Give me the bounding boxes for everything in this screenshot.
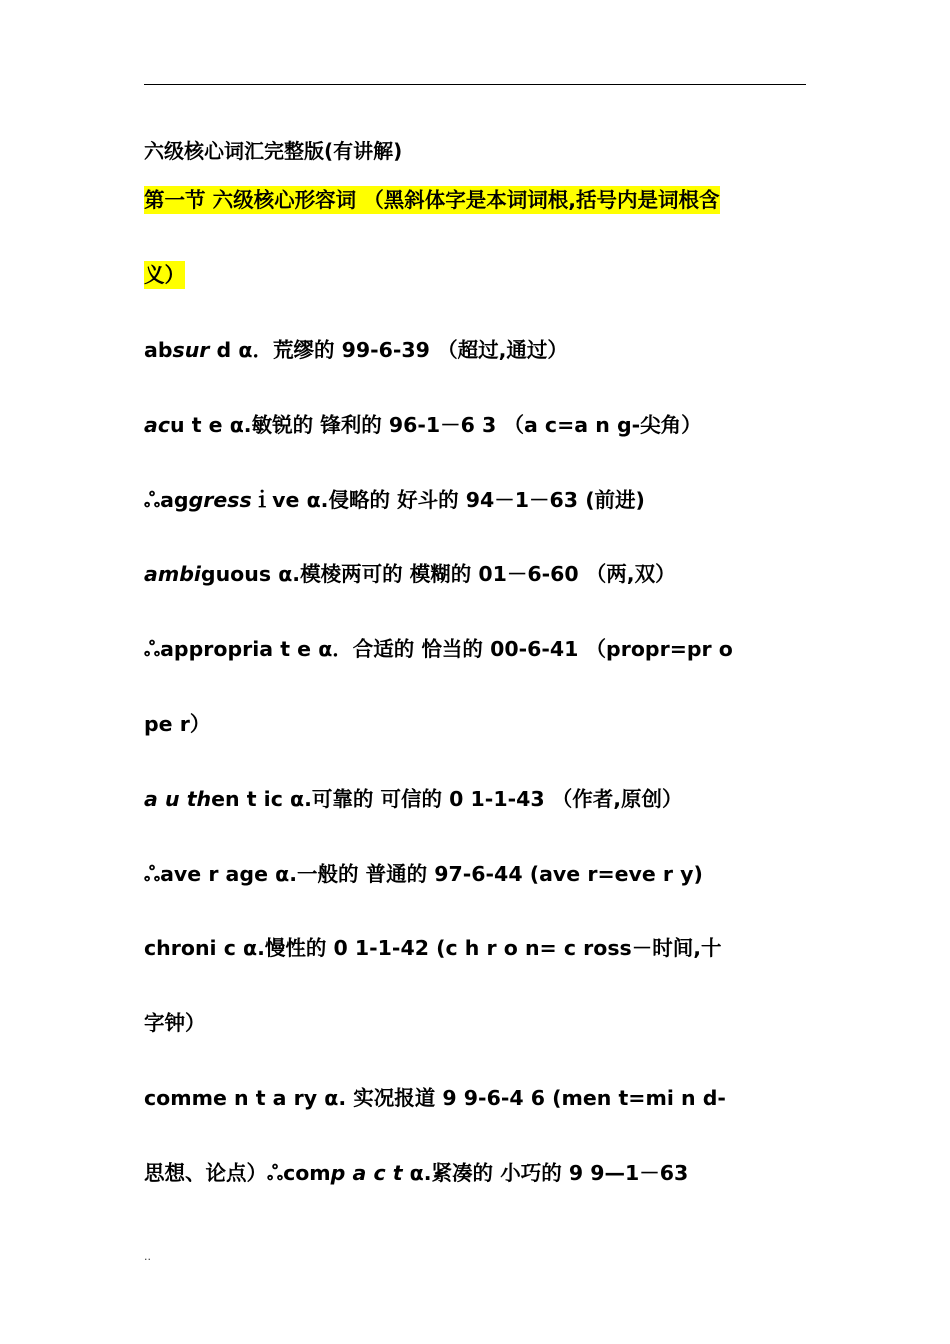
section-heading-line-1 — [144, 186, 720, 214]
entry-text: ஃag — [144, 487, 189, 512]
entry-text: ｉve α.侵略的 好斗的 94－1－63 (前进) — [251, 487, 645, 512]
entry-text: guous α.模棱两可的 模糊的 01－6-60 （两,双） — [200, 562, 676, 587]
section-heading-text: 义） — [144, 263, 185, 287]
vocab-entry-line — [144, 785, 683, 813]
entry-text: chroni c α.慢性的 0 1-1-42 (c h r o n= c ross－时间,十 — [144, 936, 722, 961]
vocab-entry-line — [144, 1084, 726, 1112]
section-heading-text: 第一节 六级核心形容词 （黑斜体字是本词词根,括号内是词根含 — [144, 188, 720, 212]
entry-text: 字钟） — [144, 1011, 206, 1036]
word-root: sur — [172, 338, 210, 362]
vocab-entry-line — [144, 1159, 688, 1187]
word-root: a — [144, 412, 158, 437]
entry-text: ஃave r age α.一般的 普通的 97-6-44 (ave r=eve r y) — [144, 861, 703, 886]
document-title: 六级核心词汇完整版(有讲解) — [144, 139, 403, 163]
section-heading-line-2 — [144, 261, 185, 289]
word-root: ambi — [144, 562, 201, 587]
vocab-entry-line — [144, 411, 702, 439]
entry-text: en t ic α.可靠的 可信的 0 1-1-43 （作者,原创） — [211, 786, 683, 811]
entry-text: pe r） — [144, 712, 211, 736]
vocab-entry-line — [144, 635, 733, 663]
word-root: a u th — [144, 786, 212, 811]
entry-text: 思想、论点）ஃcom — [144, 1160, 331, 1185]
vocab-entry-line — [144, 860, 703, 888]
entry-text: ஃappropria t e α．合适的 恰当的 00-6-41 （propr=pr o — [144, 637, 733, 662]
vocab-entry-line — [144, 710, 210, 738]
word-root: c — [157, 412, 170, 437]
word-root: p a c t — [330, 1160, 403, 1185]
vocab-entry-line — [144, 560, 676, 588]
entry-text: ab — [144, 338, 173, 362]
entry-text: u t e α.敏锐的 锋利的 96-1－6 3 （a c=a n g-尖角） — [170, 412, 702, 437]
entry-text: α.紧凑的 小巧的 9 9—1－63 — [402, 1160, 689, 1185]
word-root: gress — [188, 487, 252, 512]
vocab-entry-line — [144, 336, 568, 364]
entry-text: comme n t a ry α. 实况报道 9 9-6-4 6 (men t=mi n d- — [144, 1086, 726, 1110]
header-rule — [144, 84, 806, 85]
vocab-entry-line — [144, 486, 645, 514]
vocab-entry-line — [144, 934, 722, 962]
vocab-entry-line — [144, 1009, 206, 1037]
footer-mark: .. — [144, 1250, 151, 1263]
entry-text: d α．荒缪的 99-6-39 （超过,通过） — [209, 338, 568, 362]
